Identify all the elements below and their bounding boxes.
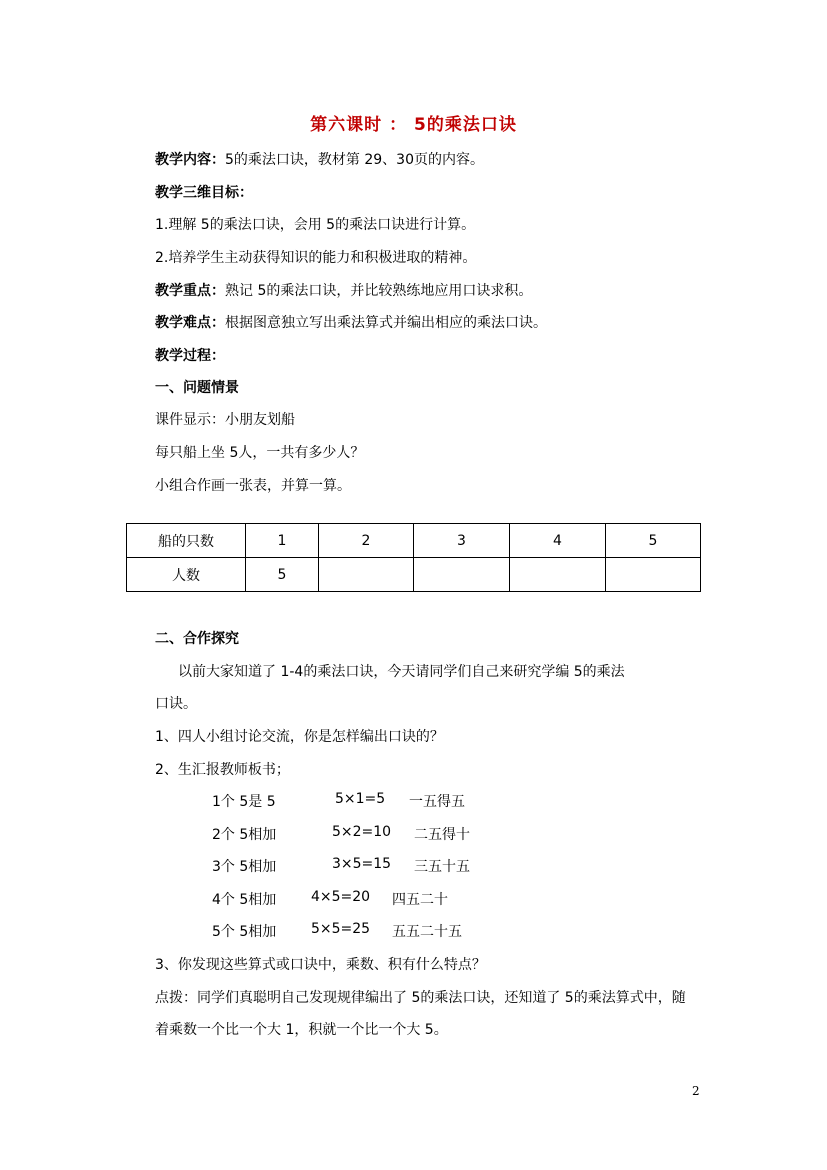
- table-cell: [414, 558, 510, 592]
- table-row: [127, 558, 701, 592]
- section-2-intro-2: 口诀。: [155, 696, 197, 712]
- page-title: 第六课时 ： 5的乘法口诀: [310, 115, 517, 135]
- board-equation: 4×5=20: [311, 888, 371, 905]
- section-1-line-1: 课件显示：小朋友划船: [155, 412, 295, 428]
- key-point-label: 教学重点：: [155, 283, 225, 299]
- key-point-text: 熟记 5的乘法口诀，并比较熟练地应用口诀求积。: [225, 283, 533, 299]
- section-1-heading: 一、问题情景: [155, 380, 239, 396]
- difficulty-label: 教学难点：: [155, 315, 225, 331]
- tip-line-2: 着乘数一个比一个大 1，积就一个比一个大 5。: [155, 1022, 448, 1038]
- board-rhyme: 二五得十: [414, 826, 470, 843]
- content-line: [155, 150, 484, 170]
- section-2-heading: 二、合作探究: [155, 631, 239, 647]
- table-cell: [319, 558, 414, 592]
- table-row: [127, 524, 701, 558]
- board-equation: 5×2=10: [332, 823, 392, 840]
- content-text: 5的乘法口诀，教材第 29、30页的内容。: [225, 152, 484, 168]
- process-label: 教学过程：: [155, 348, 225, 364]
- key-point-line: [155, 281, 532, 301]
- section-1-line-3: 小组合作画一张表，并算一算。: [155, 478, 351, 494]
- board-count: 5个 5相加: [212, 924, 277, 940]
- content-label: 教学内容：: [155, 152, 225, 168]
- table-cell: [606, 558, 701, 592]
- question-1: 1、四人小组讨论交流，你是怎样编出口诀的？: [155, 729, 444, 745]
- table-cell: 船的只数: [127, 524, 246, 558]
- tip-line-1: 点拨：同学们真聪明自己发现规律编出了 5的乘法口诀，还知道了 5的乘法算式中，随: [155, 990, 686, 1006]
- board-rhyme: 三五十五: [414, 859, 470, 875]
- board-rhyme: 一五得五: [409, 794, 465, 810]
- board-count: 3个 5相加: [212, 859, 277, 875]
- board-rhyme: 五五二十五: [392, 924, 462, 940]
- section-2-intro-1: 以前大家知道了 1-4的乘法口诀，今天请同学们自己来研究学编 5的乘法: [178, 664, 625, 680]
- board-equation: 3×5=15: [332, 856, 392, 872]
- table-cell: 5: [606, 524, 701, 558]
- table-cell: 人数: [127, 558, 246, 592]
- difficulty-text: 根据图意独立写出乘法算式并编出相应的乘法口诀。: [225, 315, 547, 331]
- table-cell: 2: [319, 524, 414, 558]
- question-3: 3、你发现这些算式或口诀中，乘数、积有什么特点？: [155, 957, 486, 973]
- boat-table: [126, 523, 701, 592]
- board-rhyme: 四五二十: [392, 891, 448, 908]
- goal-2: 2.培养学生主动获得知识的能力和积极进取的精神。: [155, 250, 477, 266]
- table-cell: [510, 558, 606, 592]
- goals-label: 教学三维目标：: [155, 185, 253, 201]
- board-count: 2个 5相加: [212, 826, 277, 843]
- board-count: 1个 5是 5: [212, 794, 276, 810]
- table-cell: 3: [414, 524, 510, 558]
- goal-1: 1.理解 5的乘法口诀，会用 5的乘法口诀进行计算。: [155, 217, 476, 233]
- section-1-line-2: 每只船上坐 5人，一共有多少人？: [155, 445, 365, 461]
- question-2: 2、生汇报教师板书；: [155, 762, 290, 778]
- table-cell: 4: [510, 524, 606, 558]
- board-equation: 5×1=5: [335, 791, 386, 807]
- difficulty-line: [155, 313, 547, 333]
- page-number: 2: [692, 1084, 700, 1098]
- table-cell: 5: [246, 558, 319, 592]
- table-cell: 1: [246, 524, 319, 558]
- board-equation: 5×5=25: [311, 921, 371, 937]
- board-count: 4个 5相加: [212, 891, 277, 908]
